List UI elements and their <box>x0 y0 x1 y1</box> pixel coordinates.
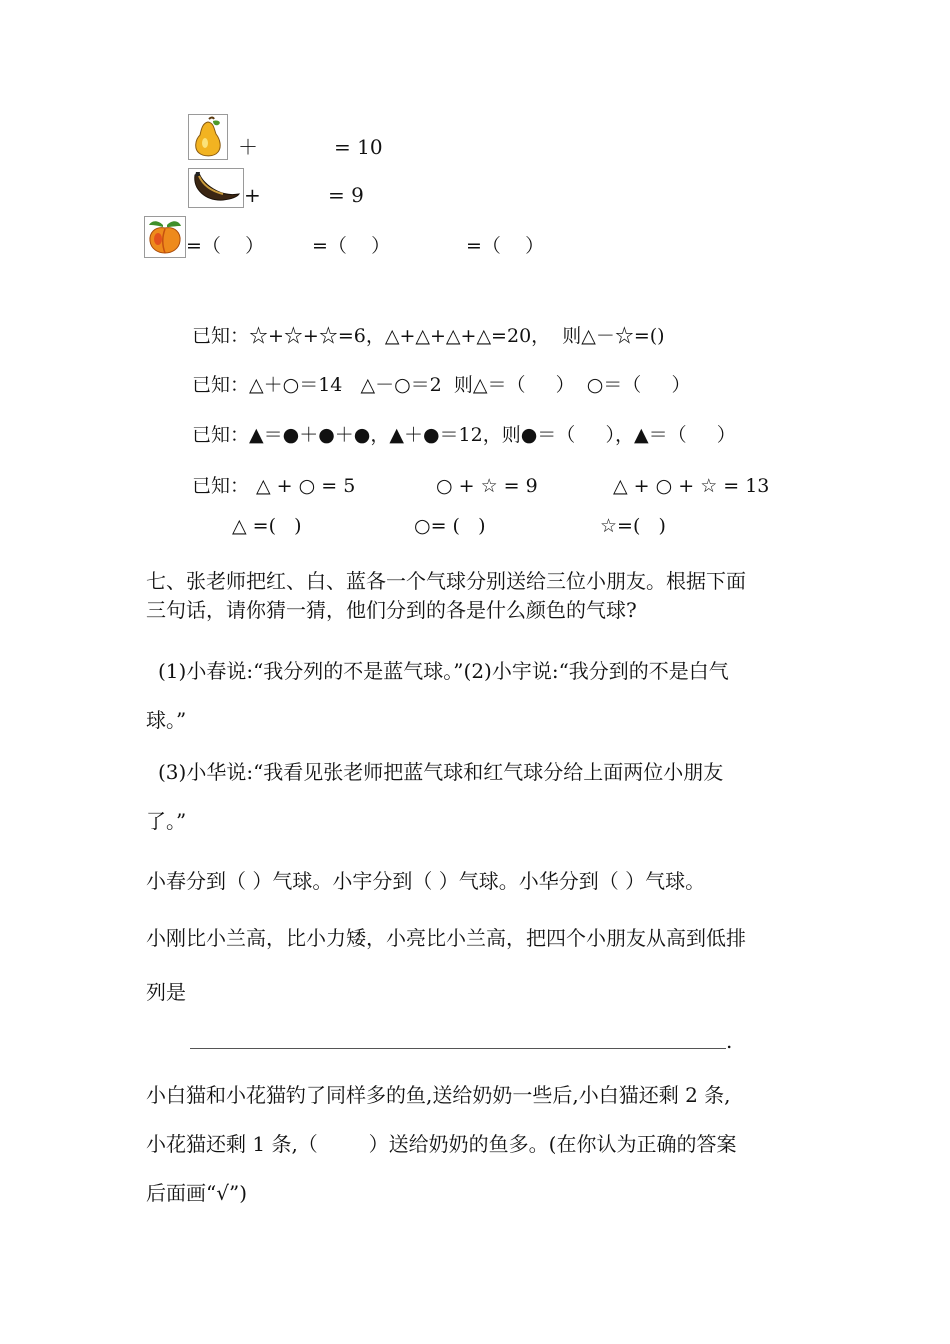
peach-answer-2: =（ ） <box>312 235 391 257</box>
known4-answer-star: ☆=( ) <box>600 515 666 537</box>
cat-question-line-2: 小花猫还剩 1 条,（ ）送给奶奶的鱼多。(在你认为正确的答案 <box>146 1132 737 1156</box>
known4-prefix: 已知： <box>192 475 250 497</box>
banana-plus-sign: + <box>244 183 261 207</box>
q7-line-2: 三句话，请你猜一猜，他们分到的各是什么颜色的气球? <box>146 598 637 622</box>
height-question-line-2: 列是 <box>146 980 186 1004</box>
known-line-2: 已知：△＋○＝14 △－○＝2 则△＝（ ） ○＝（ ） <box>192 374 691 396</box>
pear-equation-result: = 10 <box>334 135 383 159</box>
banana-icon <box>188 168 244 208</box>
known-line-1: 已知：☆+☆+☆=6，△+△+△+△=20， 则△－☆=() <box>192 325 665 347</box>
q7-line-1: 七、张老师把红、白、蓝各一个气球分别送给三位小朋友。根据下面 <box>146 569 746 593</box>
q7-statement-3-cont: 了。” <box>146 809 187 833</box>
known4-answer-circle: ○= ( ) <box>414 515 486 537</box>
known-line-3: 已知：▲＝●＋●＋●，▲＋●＝12，则●＝（ ），▲＝（ ） <box>192 424 736 446</box>
q7-statement-1-cont: 球。” <box>146 708 187 732</box>
banana-equation-result: = 9 <box>328 183 364 207</box>
height-answer-underline <box>190 1048 726 1049</box>
height-answer-end-dot: . <box>726 1029 733 1053</box>
q7-answer-line: 小春分到（ ）气球。小宇分到（ ）气球。小华分到（ ）气球。 <box>146 869 706 893</box>
height-question-line-1: 小刚比小兰高，比小力矮，小亮比小兰高，把四个小朋友从高到低排 <box>146 926 746 950</box>
known4-equation-3: △ + ○ + ☆ = 13 <box>613 475 770 497</box>
cat-question-line-1: 小白猫和小花猫钓了同样多的鱼,送给奶奶一些后,小白猫还剩 2 条, <box>146 1083 731 1107</box>
peach-icon <box>144 216 186 258</box>
peach-answer-3: =（ ） <box>466 235 545 257</box>
known4-equation-2: ○ + ☆ = 9 <box>436 475 538 497</box>
cat-question-line-3: 后面画“√”) <box>146 1181 247 1205</box>
q7-statement-1: (1)小春说:“我分列的不是蓝气球。”(2)小宇说:“我分到的不是白气 <box>158 659 729 683</box>
pear-plus-sign: ＋ <box>238 135 258 159</box>
q7-statement-3: (3)小华说:“我看见张老师把蓝气球和红气球分给上面两位小朋友 <box>158 760 724 784</box>
pear-icon <box>188 114 228 160</box>
peach-answer-1: =（ ） <box>186 235 265 257</box>
known4-equation-1: △ + ○ = 5 <box>256 475 356 497</box>
known4-answer-triangle: △ =( ) <box>232 515 302 537</box>
